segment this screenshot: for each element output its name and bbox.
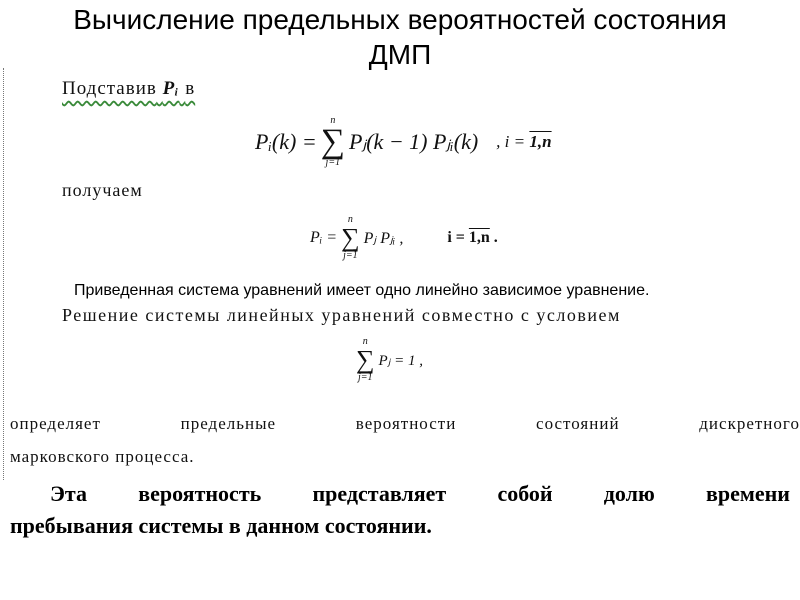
slide-title-line2: ДМП: [368, 39, 432, 70]
determines-word: дискретного: [699, 414, 800, 433]
process-line: марковского процесса.: [10, 447, 195, 466]
slide-title-line1: Вычисление предельных вероятностей состояния: [73, 4, 727, 35]
eq2-sum: [341, 214, 360, 262]
eq2-cond: i =: [447, 229, 465, 246]
eq1-lhs: Pᵢ(k) =: [255, 129, 317, 154]
eq1-body: Pⱼ(k − 1) Pⱼᵢ(k): [348, 129, 479, 154]
determines-word: определяет: [10, 414, 101, 433]
eq2-lhs: Pᵢ =: [310, 229, 338, 246]
eq1-sum: [321, 115, 345, 169]
eq3-body: Pⱼ = 1 ,: [378, 352, 423, 369]
determines-word: предельные: [180, 414, 277, 433]
conclusion-line2: пребывания системы в данном состоянии.: [10, 513, 432, 538]
conclusion-word: представляет: [312, 481, 447, 506]
determines-word: состояний: [536, 414, 620, 433]
conclusion-text: [10, 478, 790, 542]
sigma-icon: ∑: [320, 123, 345, 160]
eq2-condition: [447, 229, 497, 247]
conclusion-word: Эта: [50, 481, 87, 506]
dependency-note: Приведенная система уравнений имеет одно линейно зависимое уравнение.: [74, 282, 650, 299]
eq2-body: Pⱼ Pⱼᵢ ,: [363, 230, 404, 247]
solution-text: Решение системы линейных уравнений совместно с условием: [62, 305, 621, 325]
eq1-range: 1,n: [529, 132, 552, 151]
intro-text: [62, 78, 195, 100]
eq1-sum-top: n: [330, 115, 336, 126]
determines-word: вероятности: [355, 414, 457, 433]
conclusion-line1: [10, 478, 790, 510]
conclusion-word: собой: [497, 481, 553, 506]
eq2-sum-bottom: j=1: [343, 250, 358, 261]
sigma-icon: ∑: [341, 223, 360, 252]
eq2-sum-top: n: [347, 214, 353, 225]
equation-3: [352, 335, 423, 385]
intro-var: Pᵢ: [162, 78, 180, 99]
intro-suffix: в: [185, 78, 196, 99]
eq1-cond: , i =: [496, 132, 526, 151]
equation-1: [255, 112, 552, 172]
eq3-sum: [356, 336, 375, 384]
conclusion-word: долю: [603, 481, 655, 506]
obtain-text: получаем: [62, 180, 143, 200]
intro-prefix: Подставив: [62, 78, 157, 99]
conclusion-word: вероятность: [138, 481, 262, 506]
left-margin-rule: [3, 68, 6, 480]
eq3-sum-top: n: [362, 336, 368, 347]
conclusion-word: времени: [706, 481, 790, 506]
determines-line: [10, 414, 800, 434]
eq3-sum-bottom: j=1: [358, 372, 373, 383]
sigma-icon: ∑: [356, 345, 375, 374]
eq1-sum-bottom: j=1: [325, 157, 341, 168]
equation-2: [310, 213, 498, 263]
eq2-end: .: [493, 229, 498, 246]
eq2-range: 1,n: [468, 229, 490, 246]
eq1-condition: [496, 132, 551, 152]
